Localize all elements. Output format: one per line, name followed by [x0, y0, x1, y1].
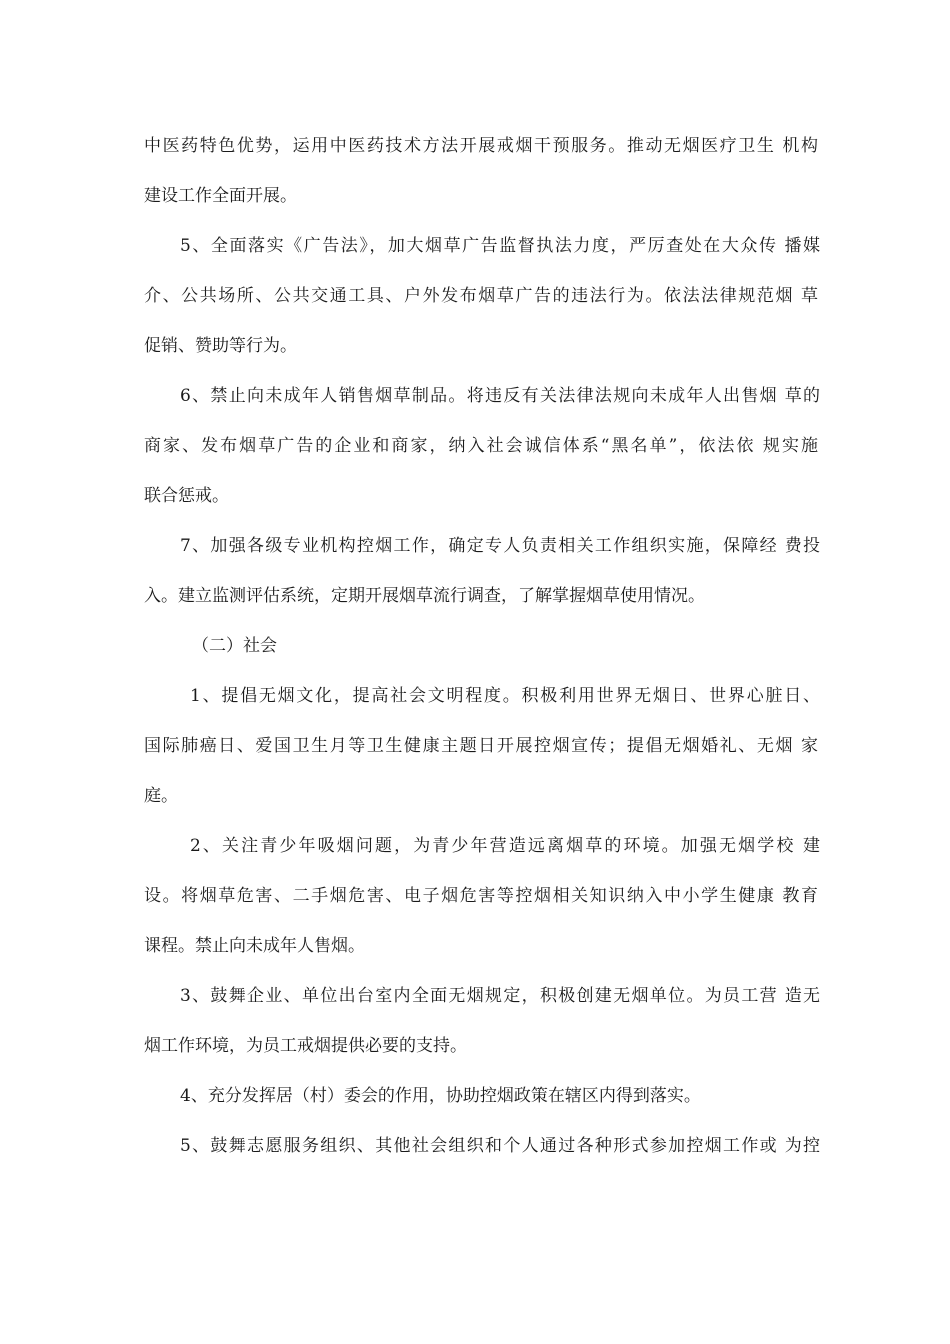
text-line-13: 国际肺癌日、爱国卫生月等卫生健康主题日开展控烟宣传；提倡无烟婚礼、无烟 家 — [144, 736, 818, 756]
text-line-3: 5、全面落实《广告法》，加大烟草广告监督执法力度，严厉查处在大众传 播媒 — [180, 236, 820, 256]
text-line-16: 设。将烟草危害、二手烟危害、电子烟危害等控烟相关知识纳入中小学生健康 教育 — [144, 886, 818, 906]
text-line-18: 3、鼓舞企业、单位出台室内全面无烟规定，积极创建无烟单位。为员工营 造无 — [180, 986, 820, 1006]
text-line-7: 商家、发布烟草广告的企业和商家，纳入社会诚信体系“黑名单”，依法依 规实施 — [144, 436, 818, 456]
text-line-10: 入。建立监测评估系统，定期开展烟草流行调查，了解掌握烟草使用情况。 — [144, 586, 705, 606]
text-line-6: 6、禁止向未成年人销售烟草制品。将违反有关法律法规向未成年人出售烟 草的 — [180, 386, 820, 406]
text-line-17: 课程。禁止向未成年人售烟。 — [144, 936, 365, 956]
text-line-12: 1、提倡无烟文化，提高社会文明程度。积极利用世界无烟日、世界心脏日、 — [190, 686, 820, 706]
text-line-9: 7、加强各级专业机构控烟工作，确定专人负责相关工作组织实施，保障经 费投 — [180, 536, 820, 556]
text-line-15: 2、关注青少年吸烟问题，为青少年营造远离烟草的环境。加强无烟学校 建 — [190, 836, 820, 856]
text-line-5: 促销、赞助等行为。 — [144, 336, 297, 356]
text-line-19: 烟工作环境，为员工戒烟提供必要的支持。 — [144, 1036, 467, 1056]
text-line-8: 联合惩戒。 — [144, 486, 229, 506]
text-line-14: 庭。 — [144, 786, 178, 806]
text-line-4: 介、公共场所、公共交通工具、户外发布烟草广告的违法行为。依法法律规范烟 草 — [144, 286, 818, 306]
section-heading-society: （二）社会 — [192, 636, 277, 656]
text-line-21: 5、鼓舞志愿服务组织、其他社会组织和个人通过各种形式参加控烟工作或 为控 — [180, 1136, 820, 1156]
text-line-20: 4、充分发挥居（村）委会的作用，协助控烟政策在辖区内得到落实。 — [180, 1086, 701, 1106]
text-line-2: 建设工作全面开展。 — [144, 186, 297, 206]
text-line-1: 中医药特色优势，运用中医药技术方法开展戒烟干预服务。推动无烟医疗卫生 机构 — [144, 136, 818, 156]
